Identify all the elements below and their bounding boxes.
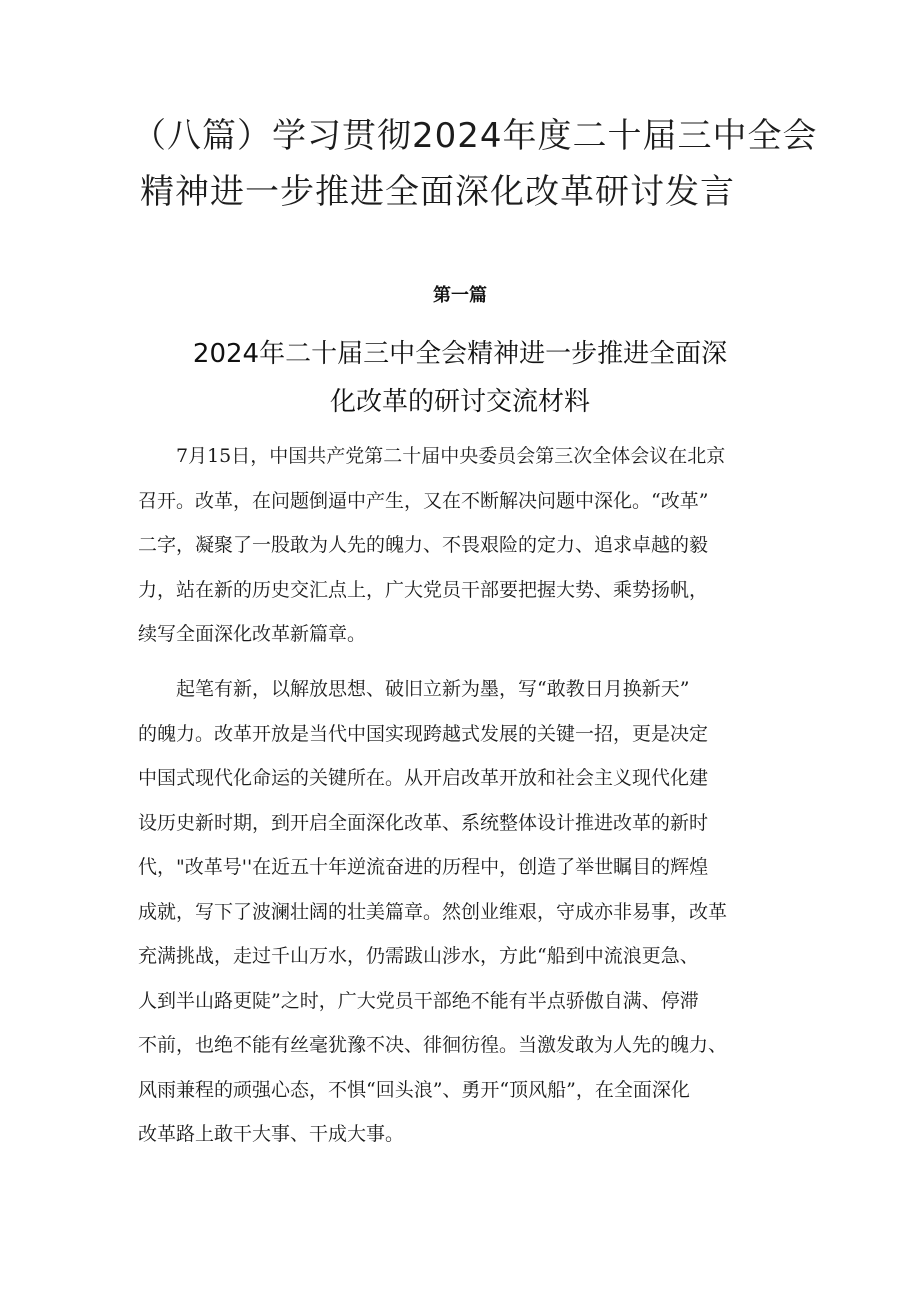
paragraph-2-line: 起笔有新，以解放思想、破旧立新为墨，写“敢教日月换新天” bbox=[138, 678, 690, 700]
paragraph-1-line: 召开。改革，在问题倒逼中产生，又在不断解决问题中深化。“改革” bbox=[138, 489, 709, 512]
paragraph-1-line: 7月15日，中国共产党第二十届中央委员会第三次全体会议在北京 bbox=[138, 445, 726, 467]
paragraph-1-line: 力，站在新的历史交汇点上，广大党员干部要把握大势、乘势扬帆， bbox=[138, 578, 709, 601]
paragraph-2-line: 风雨兼程的顽强心态，不惧“回头浪”、勇开“顶风船”，在全面深化 bbox=[138, 1078, 690, 1101]
paragraph-2-line: 成就，写下了波澜壮阔的壮美篇章。然创业维艰，守成亦非易事，改革 bbox=[138, 900, 728, 923]
section-label: 第一篇 bbox=[433, 285, 487, 306]
paragraph-2-line: 中国式现代化命运的关键所在。从开启改革开放和社会主义现代化建 bbox=[138, 767, 709, 789]
document-title-line-1: （八篇）学习贯彻2024年度二十届三中全会 bbox=[132, 116, 818, 156]
document-title-line-2: 精神进一步推进全面深化改革研讨发言 bbox=[140, 172, 735, 212]
paragraph-2-line: 代，"改革号''在近五十年逆流奋进的历程中，创造了举世瞩目的辉煌 bbox=[138, 856, 709, 878]
paragraph-2-line: 人到半山路更陡”之时，广大党员干部绝不能有半点骄傲自满、停滞 bbox=[138, 989, 699, 1012]
section-heading bbox=[160, 330, 760, 426]
section-heading-line-2: 化改革的研讨交流材料 bbox=[329, 387, 590, 417]
paragraph-2-line: 设历史新时期，到开启全面深化改革、系统整体设计推进改革的新时 bbox=[138, 811, 709, 834]
paragraph-2-line: 不前，也绝不能有丝毫犹豫不决、徘徊彷徨。当激发敢为人先的魄力、 bbox=[138, 1034, 728, 1056]
paragraph-1 bbox=[138, 434, 798, 657]
section-heading-line-1: 2024年二十届三中全会精神进一步推进全面深 bbox=[192, 339, 728, 369]
paragraph-2-line: 充满挑战，走过千山万水，仍需跋山涉水，方此“船到中流浪更急、 bbox=[138, 945, 699, 967]
document-title bbox=[132, 108, 822, 220]
paragraph-2 bbox=[138, 667, 798, 1157]
paragraph-2-line: 改革路上敢干大事、干成大事。 bbox=[138, 1123, 405, 1145]
paragraph-1-line: 续写全面深化改革新篇章。 bbox=[138, 623, 367, 645]
paragraph-2-line: 的魄力。改革开放是当代中国实现跨越式发展的关键一招，更是决定 bbox=[138, 722, 709, 745]
paragraph-1-line: 二字，凝聚了一股敢为人先的魄力、不畏艰险的定力、追求卓越的毅 bbox=[138, 534, 709, 556]
